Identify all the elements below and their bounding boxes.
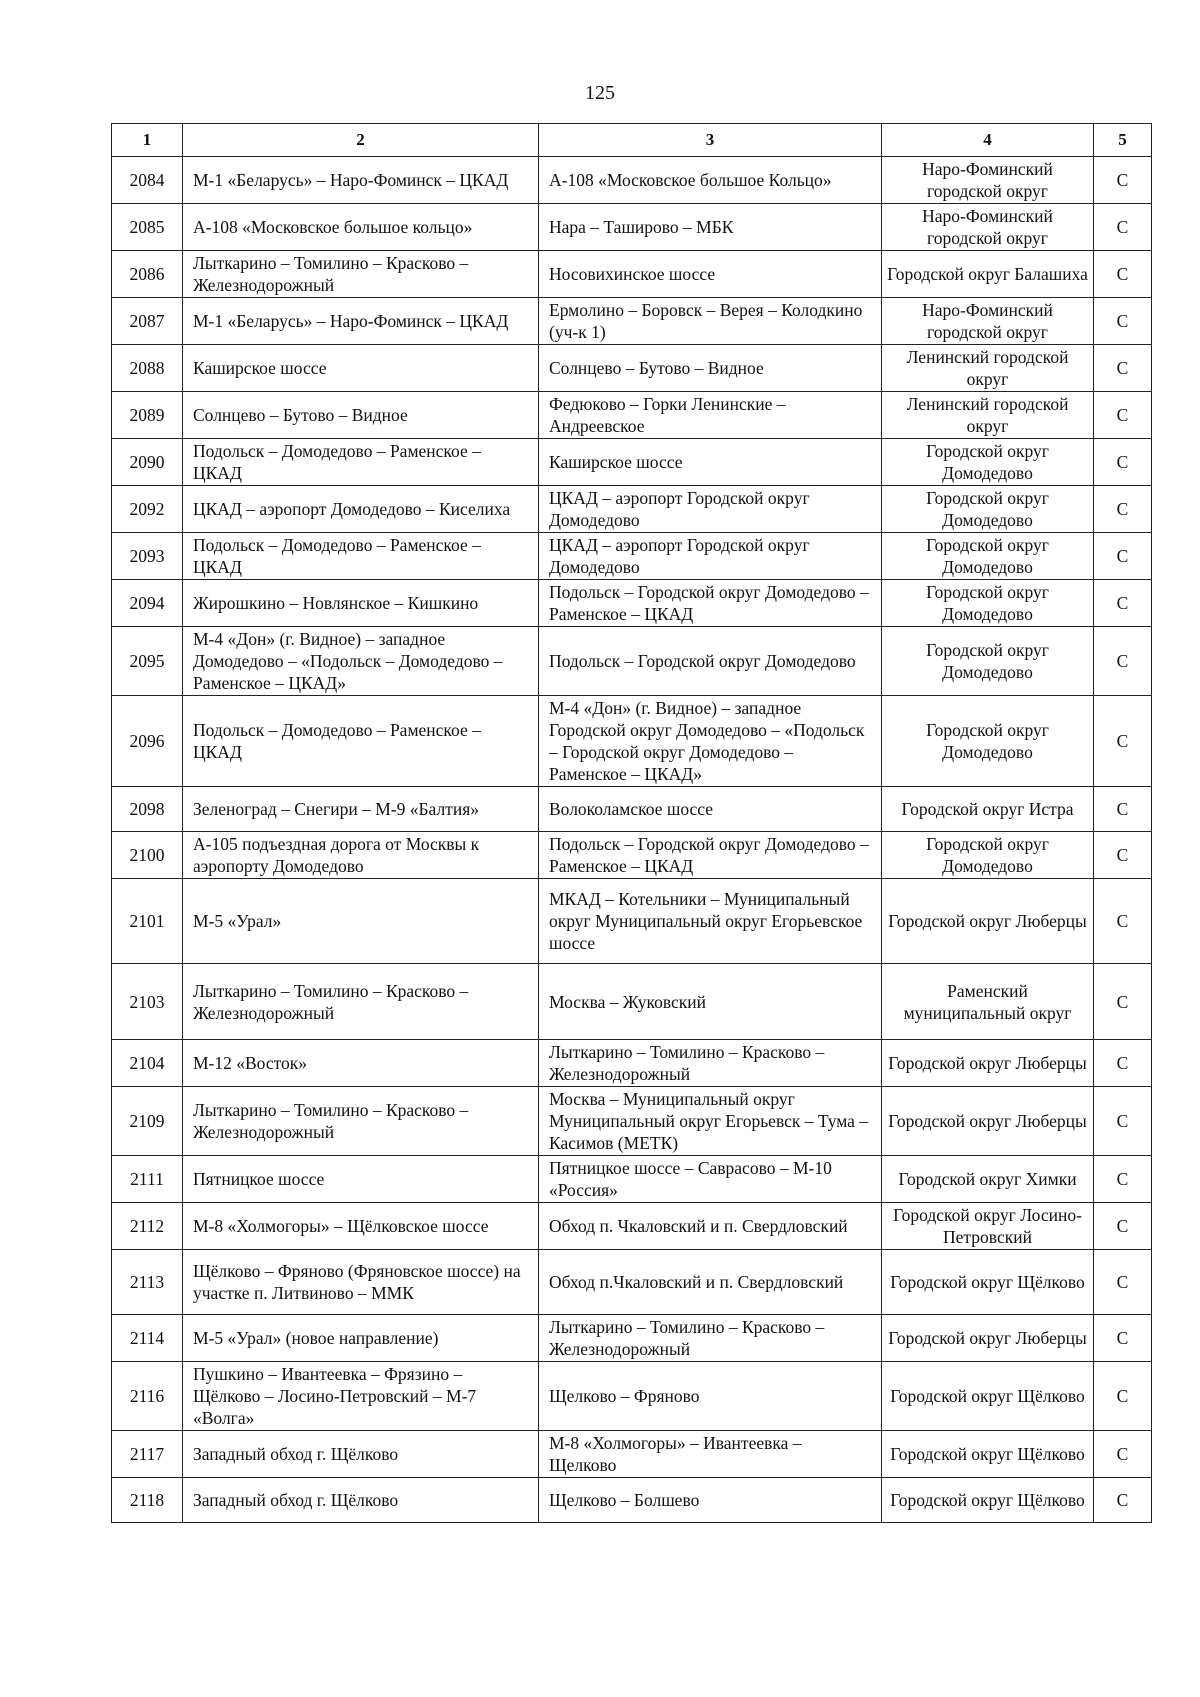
table-row [112, 787, 1152, 832]
category-cell: С [1094, 1087, 1152, 1156]
category-cell: С [1094, 787, 1152, 832]
row-number-cell: 2112 [112, 1203, 183, 1250]
road-to-cell: Щелково – Болшево [539, 1478, 882, 1523]
table-row [112, 1087, 1152, 1156]
region-cell: Городской округ Щёлково [882, 1478, 1094, 1523]
table-row [112, 533, 1152, 580]
category-cell: С [1094, 439, 1152, 486]
road-from-cell: Пушкино – Ивантеевка – Фрязино – Щёлково – Лосино-Петровский – М-7 «Волга» [183, 1362, 539, 1431]
road-to-cell: Обход п.Чкаловский и п. Свердловский [539, 1250, 882, 1315]
road-to-cell: Лыткарино – Томилино – Красково – Железнодорожный [539, 1040, 882, 1087]
table-row [112, 580, 1152, 627]
region-cell: Ленинский городской округ [882, 345, 1094, 392]
region-cell: Городской округ Домодедово [882, 627, 1094, 696]
road-to-cell: Щелково – Фряново [539, 1362, 882, 1431]
table-row [112, 486, 1152, 533]
category-cell: С [1094, 879, 1152, 964]
road-to-cell: Москва – Жуковский [539, 964, 882, 1040]
row-number-cell: 2085 [112, 204, 183, 251]
road-from-cell: М-8 «Холмогоры» – Щёлковское шоссе [183, 1203, 539, 1250]
row-number-cell: 2095 [112, 627, 183, 696]
row-number-cell: 2103 [112, 964, 183, 1040]
road-from-cell: М-1 «Беларусь» – Наро-Фоминск – ЦКАД [183, 298, 539, 345]
table-row [112, 1362, 1152, 1431]
header-col-4: 4 [882, 124, 1094, 157]
category-cell: С [1094, 1040, 1152, 1087]
region-cell: Городской округ Домодедово [882, 832, 1094, 879]
row-number-cell: 2086 [112, 251, 183, 298]
region-cell: Наро-Фоминский городской округ [882, 157, 1094, 204]
region-cell: Городской округ Химки [882, 1156, 1094, 1203]
row-number-cell: 2093 [112, 533, 183, 580]
road-from-cell: Западный обход г. Щёлково [183, 1431, 539, 1478]
road-from-cell: Лыткарино – Томилино – Красково – Железнодорожный [183, 1087, 539, 1156]
road-to-cell: МКАД – Котельники – Муниципальный округ Муниципальный округ Егорьевское шоссе [539, 879, 882, 964]
table-row [112, 298, 1152, 345]
header-col-1: 1 [112, 124, 183, 157]
table-row [112, 1250, 1152, 1315]
category-cell: С [1094, 204, 1152, 251]
road-to-cell: Нара – Таширово – МБК [539, 204, 882, 251]
row-number-cell: 2109 [112, 1087, 183, 1156]
road-to-cell: Лыткарино – Томилино – Красково – Железнодорожный [539, 1315, 882, 1362]
road-from-cell: А-108 «Московское большое кольцо» [183, 204, 539, 251]
row-number-cell: 2096 [112, 696, 183, 787]
category-cell: С [1094, 1156, 1152, 1203]
region-cell: Ленинский городской округ [882, 392, 1094, 439]
road-from-cell: М-5 «Урал» [183, 879, 539, 964]
row-number-cell: 2094 [112, 580, 183, 627]
table-row [112, 1431, 1152, 1478]
category-cell: С [1094, 1315, 1152, 1362]
table-row [112, 204, 1152, 251]
road-to-cell: ЦКАД – аэропорт Городской округ Домодедово [539, 533, 882, 580]
road-from-cell: М-4 «Дон» (г. Видное) – западное Домодедово – «Подольск – Домодедово – Раменское – ЦКАД» [183, 627, 539, 696]
category-cell: С [1094, 1250, 1152, 1315]
road-to-cell: Ермолино – Боровск – Верея – Колодкино (уч-к 1) [539, 298, 882, 345]
road-to-cell: Подольск – Городской округ Домодедово – Раменское – ЦКАД [539, 580, 882, 627]
row-number-cell: 2084 [112, 157, 183, 204]
table-body [112, 157, 1152, 1523]
category-cell: С [1094, 392, 1152, 439]
category-cell: С [1094, 832, 1152, 879]
table-row [112, 964, 1152, 1040]
category-cell: С [1094, 486, 1152, 533]
road-to-cell: Обход п. Чкаловский и п. Свердловский [539, 1203, 882, 1250]
table-row [112, 157, 1152, 204]
region-cell: Городской округ Домодедово [882, 580, 1094, 627]
category-cell: С [1094, 533, 1152, 580]
road-from-cell: Жирошкино – Новлянское – Кишкино [183, 580, 539, 627]
region-cell: Городской округ Люберцы [882, 1087, 1094, 1156]
table-row [112, 879, 1152, 964]
roads-table [111, 123, 1152, 1523]
row-number-cell: 2114 [112, 1315, 183, 1362]
table-row [112, 251, 1152, 298]
category-cell: С [1094, 1431, 1152, 1478]
row-number-cell: 2087 [112, 298, 183, 345]
road-from-cell: М-12 «Восток» [183, 1040, 539, 1087]
region-cell: Городской округ Балашиха [882, 251, 1094, 298]
category-cell: С [1094, 157, 1152, 204]
table-header-row [112, 124, 1152, 157]
row-number-cell: 2117 [112, 1431, 183, 1478]
category-cell: С [1094, 696, 1152, 787]
table-row [112, 439, 1152, 486]
region-cell: Городской округ Щёлково [882, 1250, 1094, 1315]
row-number-cell: 2101 [112, 879, 183, 964]
category-cell: С [1094, 580, 1152, 627]
road-to-cell: ЦКАД – аэропорт Городской округ Домодедово [539, 486, 882, 533]
road-from-cell: Пятницкое шоссе [183, 1156, 539, 1203]
category-cell: С [1094, 964, 1152, 1040]
road-to-cell: Подольск – Городской округ Домодедово – Раменское – ЦКАД [539, 832, 882, 879]
region-cell: Городской округ Щёлково [882, 1431, 1094, 1478]
table-row [112, 696, 1152, 787]
category-cell: С [1094, 1203, 1152, 1250]
road-from-cell: Лыткарино – Томилино – Красково – Железнодорожный [183, 964, 539, 1040]
road-from-cell: Подольск – Домодедово – Раменское – ЦКАД [183, 533, 539, 580]
row-number-cell: 2090 [112, 439, 183, 486]
table-row [112, 627, 1152, 696]
table-row [112, 1156, 1152, 1203]
road-from-cell: Западный обход г. Щёлково [183, 1478, 539, 1523]
page-number: 125 [585, 82, 615, 104]
table-row [112, 832, 1152, 879]
road-from-cell: Лыткарино – Томилино – Красково – Железнодорожный [183, 251, 539, 298]
region-cell: Городской округ Люберцы [882, 1315, 1094, 1362]
region-cell: Городской округ Домодедово [882, 486, 1094, 533]
row-number-cell: 2092 [112, 486, 183, 533]
region-cell: Раменский муниципальный округ [882, 964, 1094, 1040]
category-cell: С [1094, 1478, 1152, 1523]
road-to-cell: Каширское шоссе [539, 439, 882, 486]
header-col-3: 3 [539, 124, 882, 157]
region-cell: Городской округ Истра [882, 787, 1094, 832]
row-number-cell: 2118 [112, 1478, 183, 1523]
row-number-cell: 2089 [112, 392, 183, 439]
region-cell: Городской округ Люберцы [882, 1040, 1094, 1087]
road-from-cell: Щёлково – Фряново (Фряновское шоссе) на участке п. Литвиново – ММК [183, 1250, 539, 1315]
road-from-cell: А-105 подъездная дорога от Москвы к аэропорту Домодедово [183, 832, 539, 879]
road-to-cell: Солнцево – Бутово – Видное [539, 345, 882, 392]
road-to-cell: М-8 «Холмогоры» – Ивантеевка – Щелково [539, 1431, 882, 1478]
header-col-2: 2 [183, 124, 539, 157]
row-number-cell: 2116 [112, 1362, 183, 1431]
road-from-cell: ЦКАД – аэропорт Домодедово – Киселиха [183, 486, 539, 533]
row-number-cell: 2111 [112, 1156, 183, 1203]
category-cell: С [1094, 298, 1152, 345]
category-cell: С [1094, 251, 1152, 298]
road-from-cell: М-5 «Урал» (новое направление) [183, 1315, 539, 1362]
road-from-cell: Подольск – Домодедово – Раменское – ЦКАД [183, 439, 539, 486]
road-to-cell: Носовихинское шоссе [539, 251, 882, 298]
header-col-5: 5 [1094, 124, 1152, 157]
table-row [112, 1478, 1152, 1523]
table-row [112, 1315, 1152, 1362]
road-to-cell: Москва – Муниципальный округ Муниципальный округ Егорьевск – Тума – Касимов (МЕТК) [539, 1087, 882, 1156]
road-from-cell: Каширское шоссе [183, 345, 539, 392]
row-number-cell: 2098 [112, 787, 183, 832]
region-cell: Наро-Фоминский городской округ [882, 298, 1094, 345]
category-cell: С [1094, 627, 1152, 696]
row-number-cell: 2088 [112, 345, 183, 392]
road-to-cell: Волоколамское шоссе [539, 787, 882, 832]
row-number-cell: 2113 [112, 1250, 183, 1315]
region-cell: Городской округ Люберцы [882, 879, 1094, 964]
road-to-cell: Подольск – Городской округ Домодедово [539, 627, 882, 696]
road-from-cell: Зеленоград – Снегири – М-9 «Балтия» [183, 787, 539, 832]
region-cell: Городской округ Лосино-Петровский [882, 1203, 1094, 1250]
region-cell: Городской округ Домодедово [882, 533, 1094, 580]
region-cell: Наро-Фоминский городской округ [882, 204, 1094, 251]
category-cell: С [1094, 1362, 1152, 1431]
road-to-cell: Пятницкое шоссе – Саврасово – М-10 «Россия» [539, 1156, 882, 1203]
road-from-cell: Солнцево – Бутово – Видное [183, 392, 539, 439]
road-to-cell: М-4 «Дон» (г. Видное) – западное Городской округ Домодедово – «Подольск – Городской округ Домодедово – Раменское – ЦКАД» [539, 696, 882, 787]
table-row [112, 1040, 1152, 1087]
table-row [112, 345, 1152, 392]
road-to-cell: Федюково – Горки Ленинские – Андреевское [539, 392, 882, 439]
category-cell: С [1094, 345, 1152, 392]
road-from-cell: Подольск – Домодедово – Раменское – ЦКАД [183, 696, 539, 787]
region-cell: Городской округ Щёлково [882, 1362, 1094, 1431]
road-from-cell: М-1 «Беларусь» – Наро-Фоминск – ЦКАД [183, 157, 539, 204]
table-row [112, 392, 1152, 439]
region-cell: Городской округ Домодедово [882, 696, 1094, 787]
table-row [112, 1203, 1152, 1250]
row-number-cell: 2104 [112, 1040, 183, 1087]
region-cell: Городской округ Домодедово [882, 439, 1094, 486]
road-to-cell: А-108 «Московское большое Кольцо» [539, 157, 882, 204]
row-number-cell: 2100 [112, 832, 183, 879]
